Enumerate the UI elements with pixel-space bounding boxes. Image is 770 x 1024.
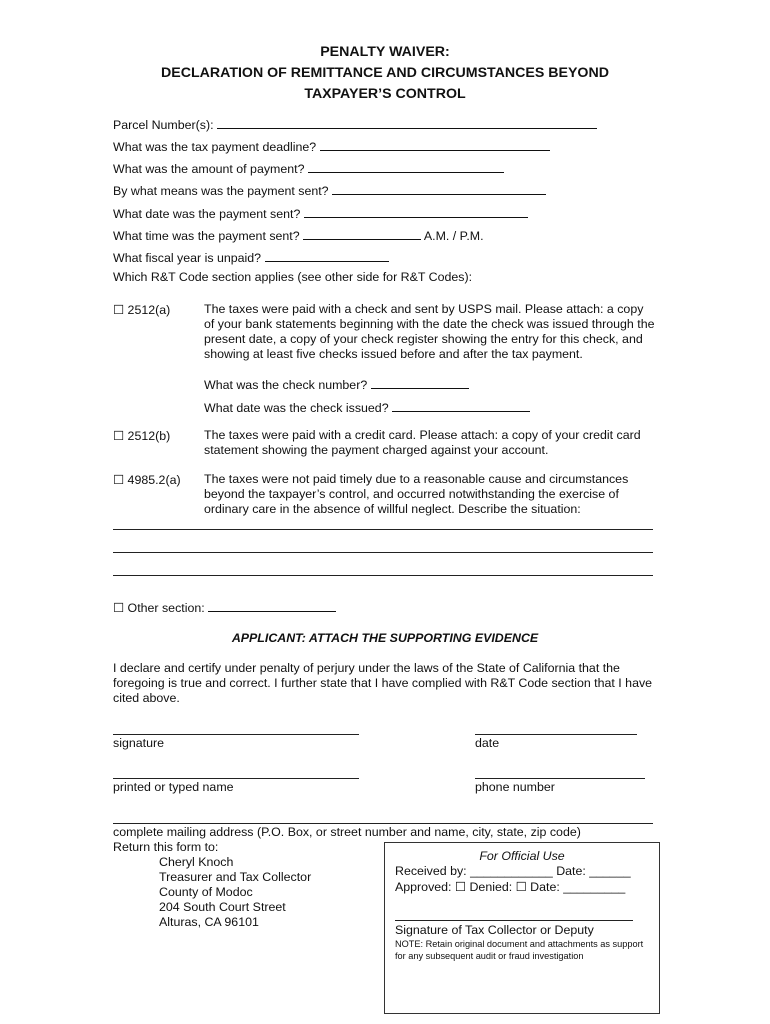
deadline-row [113,137,550,154]
checkbox-other-section[interactable]: ☐ Other section: [113,601,205,615]
tax-collector-signature-label: Signature of Tax Collector or Deputy [395,923,594,937]
deadline-label: What was the tax payment deadline? [113,140,317,154]
return-label: Return this form to: [113,840,219,854]
official-use-heading: For Official Use [479,849,565,863]
description-line-1[interactable] [113,529,653,530]
parcel-label: Parcel Number(s): [113,118,214,132]
other-section-field[interactable] [208,598,336,612]
means-label: By what means was the payment sent? [113,184,329,198]
checkbox-2512b[interactable]: ☐ 2512(b) [113,429,171,443]
signature-line[interactable] [113,734,359,735]
checkbox-2512a[interactable]: ☐ 2512(a) [113,303,171,317]
means-row [113,181,546,198]
address-label: complete mailing address (P.O. Box, or street number and name, city, state, zip code) [113,825,581,839]
return-title: Treasurer and Tax Collector [159,870,312,884]
phone-line[interactable] [475,778,645,779]
date-sent-row [113,204,528,221]
printed-name-line[interactable] [113,778,359,779]
amount-row [113,159,504,176]
amount-field[interactable] [308,159,504,173]
address-line[interactable] [113,823,653,824]
return-city: Alturas, CA 96101 [159,915,259,929]
checkbox-4985-2a[interactable]: ☐ 4985.2(a) [113,473,181,487]
printed-name-label: printed or typed name [113,780,234,794]
fiscal-year-label: What fiscal year is unpaid? [113,251,262,265]
official-use-box [384,842,660,1014]
check-number-row [204,375,469,392]
check-number-field[interactable] [371,375,469,389]
phone-label: phone number [475,780,555,794]
title-line-3: TAXPAYER’S CONTROL [304,86,466,102]
section-4985-2a-text: The taxes were not paid timely due to a reasonable cause and circumstances beyond the taxpayer’s control, and occurred notwithstanding the exercise of ordinary care in the absence of willful neglect. Describe the situation: [204,472,629,516]
time-sent-row [113,226,484,243]
return-county: County of Modoc [159,885,253,899]
amount-label: What was the amount of payment? [113,162,305,176]
declaration-text: I declare and certify under penalty of perjury under the laws of the State of California that the foregoing is true and correct. I further state that I have complied with R&T Code section that I have cited above. [113,661,653,705]
check-date-row [204,398,530,415]
retention-note: NOTE: Retain original document and attachments as support for any subsequent audit or fraud investigation [395,939,644,961]
received-by-row[interactable]: Received by: ____________ Date: ______ [395,864,631,878]
return-name: Cheryl Knoch [159,855,234,869]
other-section-row [113,598,336,615]
approved-denied-row[interactable]: Approved: ☐ Denied: ☐ Date: _________ [395,880,626,894]
ampm-label: A.M. / P.M. [423,229,484,243]
description-line-2[interactable] [113,552,653,553]
parcel-field[interactable] [217,115,597,129]
check-number-label: What was the check number? [204,378,368,392]
section-2512b-text: The taxes were paid with a credit card. Please attach: a copy of your credit card statement showing the payment charged against your account. [204,428,641,457]
title-line-2: DECLARATION OF REMITTANCE AND CIRCUMSTANCES BEYOND [161,65,609,81]
deadline-field[interactable] [320,137,550,151]
date-sent-field[interactable] [304,204,528,218]
code-section-question: Which R&T Code section applies (see other side for R&T Codes): [113,270,473,284]
fiscal-year-field[interactable] [265,248,389,262]
tax-collector-signature-line[interactable] [395,920,633,921]
signature-label: signature [113,736,164,750]
date-sent-label: What date was the payment sent? [113,207,301,221]
return-street: 204 South Court Street [159,900,286,914]
section-2512a-text: The taxes were paid with a check and sent by USPS mail. Please attach: a copy of your bank statements beginning with the date the check was issued through the present date, a copy of your check register showing the entry for this check, and showing at least five checks issued before and after the tax payment. [204,302,655,361]
description-line-3[interactable] [113,575,653,576]
means-field[interactable] [332,181,546,195]
time-sent-field[interactable] [303,226,421,240]
check-date-field[interactable] [392,398,530,412]
title-line-1: PENALTY WAIVER: [320,44,450,60]
date-line[interactable] [475,734,637,735]
time-sent-label: What time was the payment sent? [113,229,300,243]
date-label: date [475,736,500,750]
applicant-heading: APPLICANT: ATTACH THE SUPPORTING EVIDENCE [231,631,539,645]
check-date-label: What date was the check issued? [204,401,389,415]
parcel-row [113,115,597,132]
fiscal-year-row [113,248,389,265]
